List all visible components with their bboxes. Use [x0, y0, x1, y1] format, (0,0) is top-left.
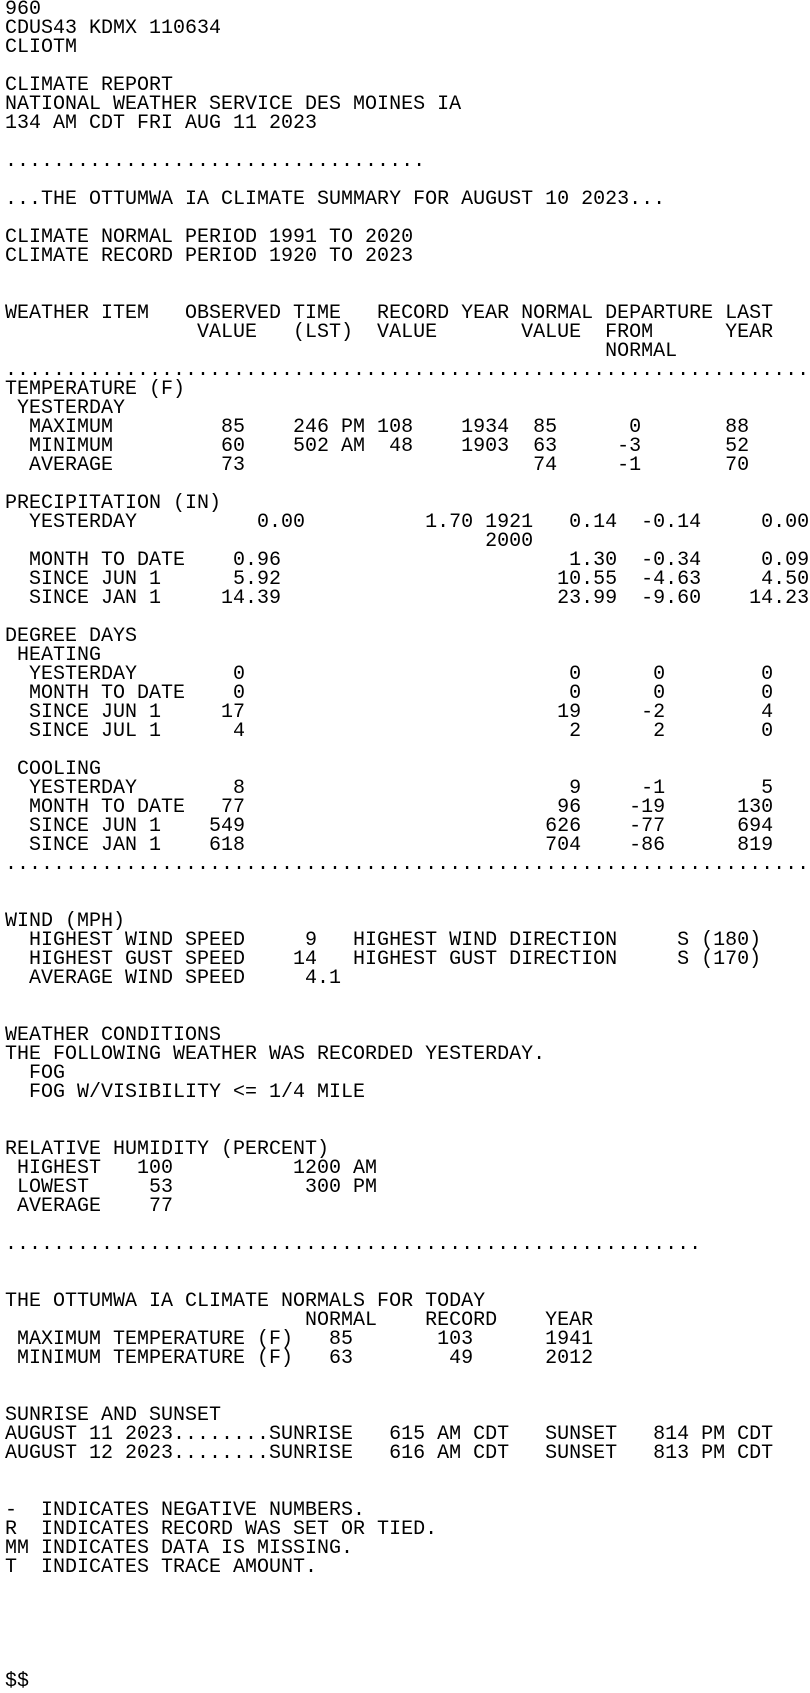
report-line: 2000 — [5, 530, 534, 553]
report-line: PRECIPITATION (IN) — [5, 492, 222, 515]
report-line: SINCE JUL 1 4 2 2 0 — [5, 720, 774, 743]
report-line: SINCE JUN 1 5.92 10.55 -4.63 4.50 — [5, 568, 810, 591]
report-line: MINIMUM TEMPERATURE (F) 63 49 2012 — [5, 1347, 594, 1370]
report-line: COOLING — [5, 758, 102, 781]
report-line: SUNRISE AND SUNSET — [5, 1404, 222, 1427]
report-line: MONTH TO DATE 0 0 0 0 — [5, 682, 774, 705]
report-line: AUGUST 12 2023........SUNRISE 616 AM CDT SUNSET 813 PM CDT — [5, 1442, 774, 1465]
report-line: MONTH TO DATE 77 96 -19 130 — [5, 796, 774, 819]
report-line — [5, 988, 810, 1007]
report-line: CLIMATE REPORT — [5, 74, 174, 97]
report-line: HEATING — [5, 644, 102, 667]
report-line: ...THE OTTUMWA IA CLIMATE SUMMARY FOR AUGUST 10 2023... — [5, 188, 666, 211]
report-line: $$ — [5, 1670, 30, 1693]
report-line: NORMAL — [5, 340, 678, 363]
report-line: WIND (MPH) — [5, 910, 126, 933]
report-line: YESTERDAY 0 0 0 0 — [5, 663, 774, 686]
report-line: ................................................................... — [5, 853, 810, 876]
report-line: THE OTTUMWA IA CLIMATE NORMALS FOR TODAY — [5, 1290, 486, 1313]
report-line: T INDICATES TRACE AMOUNT. — [5, 1556, 318, 1579]
report-line: MAXIMUM 85 246 PM 108 1934 85 0 88 — [5, 416, 750, 439]
report-line: SINCE JAN 1 14.39 23.99 -9.60 14.23 — [5, 587, 810, 610]
report-line — [5, 1463, 810, 1482]
report-line: WEATHER CONDITIONS — [5, 1024, 222, 1047]
report-line — [5, 874, 810, 893]
report-line: YESTERDAY — [5, 397, 126, 420]
report-line: CLIMATE RECORD PERIOD 1920 TO 2023 — [5, 245, 414, 268]
report-line: CLIMATE NORMAL PERIOD 1991 TO 2020 — [5, 226, 414, 249]
report-line — [5, 1634, 810, 1653]
report-line: NATIONAL WEATHER SERVICE DES MOINES IA — [5, 93, 462, 116]
report-line: HIGHEST WIND SPEED 9 HIGHEST WIND DIRECTION S (180) — [5, 929, 762, 952]
report-line — [5, 893, 810, 912]
report-line — [5, 1368, 810, 1387]
report-line — [5, 266, 810, 285]
report-line: CLIOTM — [5, 36, 78, 59]
report-line — [5, 1577, 810, 1596]
report-line: 960 — [5, 0, 42, 21]
report-line: HIGHEST 100 1200 AM — [5, 1157, 378, 1180]
report-line: MINIMUM 60 502 AM 48 1903 63 -3 52 — [5, 435, 750, 458]
report-line: ................................................................... — [5, 359, 810, 382]
report-line: TEMPERATURE (F) — [5, 378, 186, 401]
report-line: - INDICATES NEGATIVE NUMBERS. — [5, 1499, 366, 1522]
report-line — [5, 1615, 810, 1634]
report-line: NORMAL RECORD YEAR — [5, 1309, 594, 1332]
report-line — [5, 1254, 810, 1273]
report-line: ................................... — [5, 150, 426, 173]
report-line: AUGUST 11 2023........SUNRISE 615 AM CDT SUNSET 814 PM CDT — [5, 1423, 774, 1446]
report-line: LOWEST 53 300 PM — [5, 1176, 378, 1199]
report-line: MM INDICATES DATA IS MISSING. — [5, 1537, 354, 1560]
report-line: SINCE JAN 1 618 704 -86 819 — [5, 834, 774, 857]
report-line: AVERAGE 73 74 -1 70 — [5, 454, 750, 477]
report-line: SINCE JUN 1 549 626 -77 694 — [5, 815, 774, 838]
report-line: VALUE (LST) VALUE VALUE FROM YEAR — [5, 321, 774, 344]
report-line: MAXIMUM TEMPERATURE (F) 85 103 1941 — [5, 1328, 594, 1351]
report-line: .......................................................... — [5, 1233, 702, 1256]
report-line: MONTH TO DATE 0.96 1.30 -0.34 0.09 — [5, 549, 810, 572]
report-line — [5, 1596, 810, 1615]
report-line — [5, 1653, 810, 1672]
report-line: R INDICATES RECORD WAS SET OR TIED. — [5, 1518, 438, 1541]
report-line: YESTERDAY 8 9 -1 5 — [5, 777, 774, 800]
report-line: FOG W/VISIBILITY <= 1/4 MILE — [5, 1081, 366, 1104]
report-line: AVERAGE 77 — [5, 1195, 174, 1218]
report-line — [5, 741, 810, 760]
report-line: SINCE JUN 1 17 19 -2 4 — [5, 701, 774, 724]
report-line: RELATIVE HUMIDITY (PERCENT) — [5, 1138, 330, 1161]
report-line — [5, 1102, 810, 1121]
report-line: 134 AM CDT FRI AUG 11 2023 — [5, 112, 318, 135]
report-line: YESTERDAY 0.00 1.70 1921 0.14 -0.14 0.00 — [5, 511, 810, 534]
report-line: THE FOLLOWING WEATHER WAS RECORDED YESTERDAY. — [5, 1043, 546, 1066]
report-line: WEATHER ITEM OBSERVED TIME RECORD YEAR NORMAL DEPARTURE LAST — [5, 302, 774, 325]
report-line: FOG — [5, 1062, 66, 1085]
report-line: DEGREE DAYS — [5, 625, 138, 648]
report-line: AVERAGE WIND SPEED 4.1 — [5, 967, 342, 990]
report-line: HIGHEST GUST SPEED 14 HIGHEST GUST DIRECTION S (170) — [5, 948, 762, 971]
report-line: CDUS43 KDMX 110634 — [5, 17, 222, 40]
